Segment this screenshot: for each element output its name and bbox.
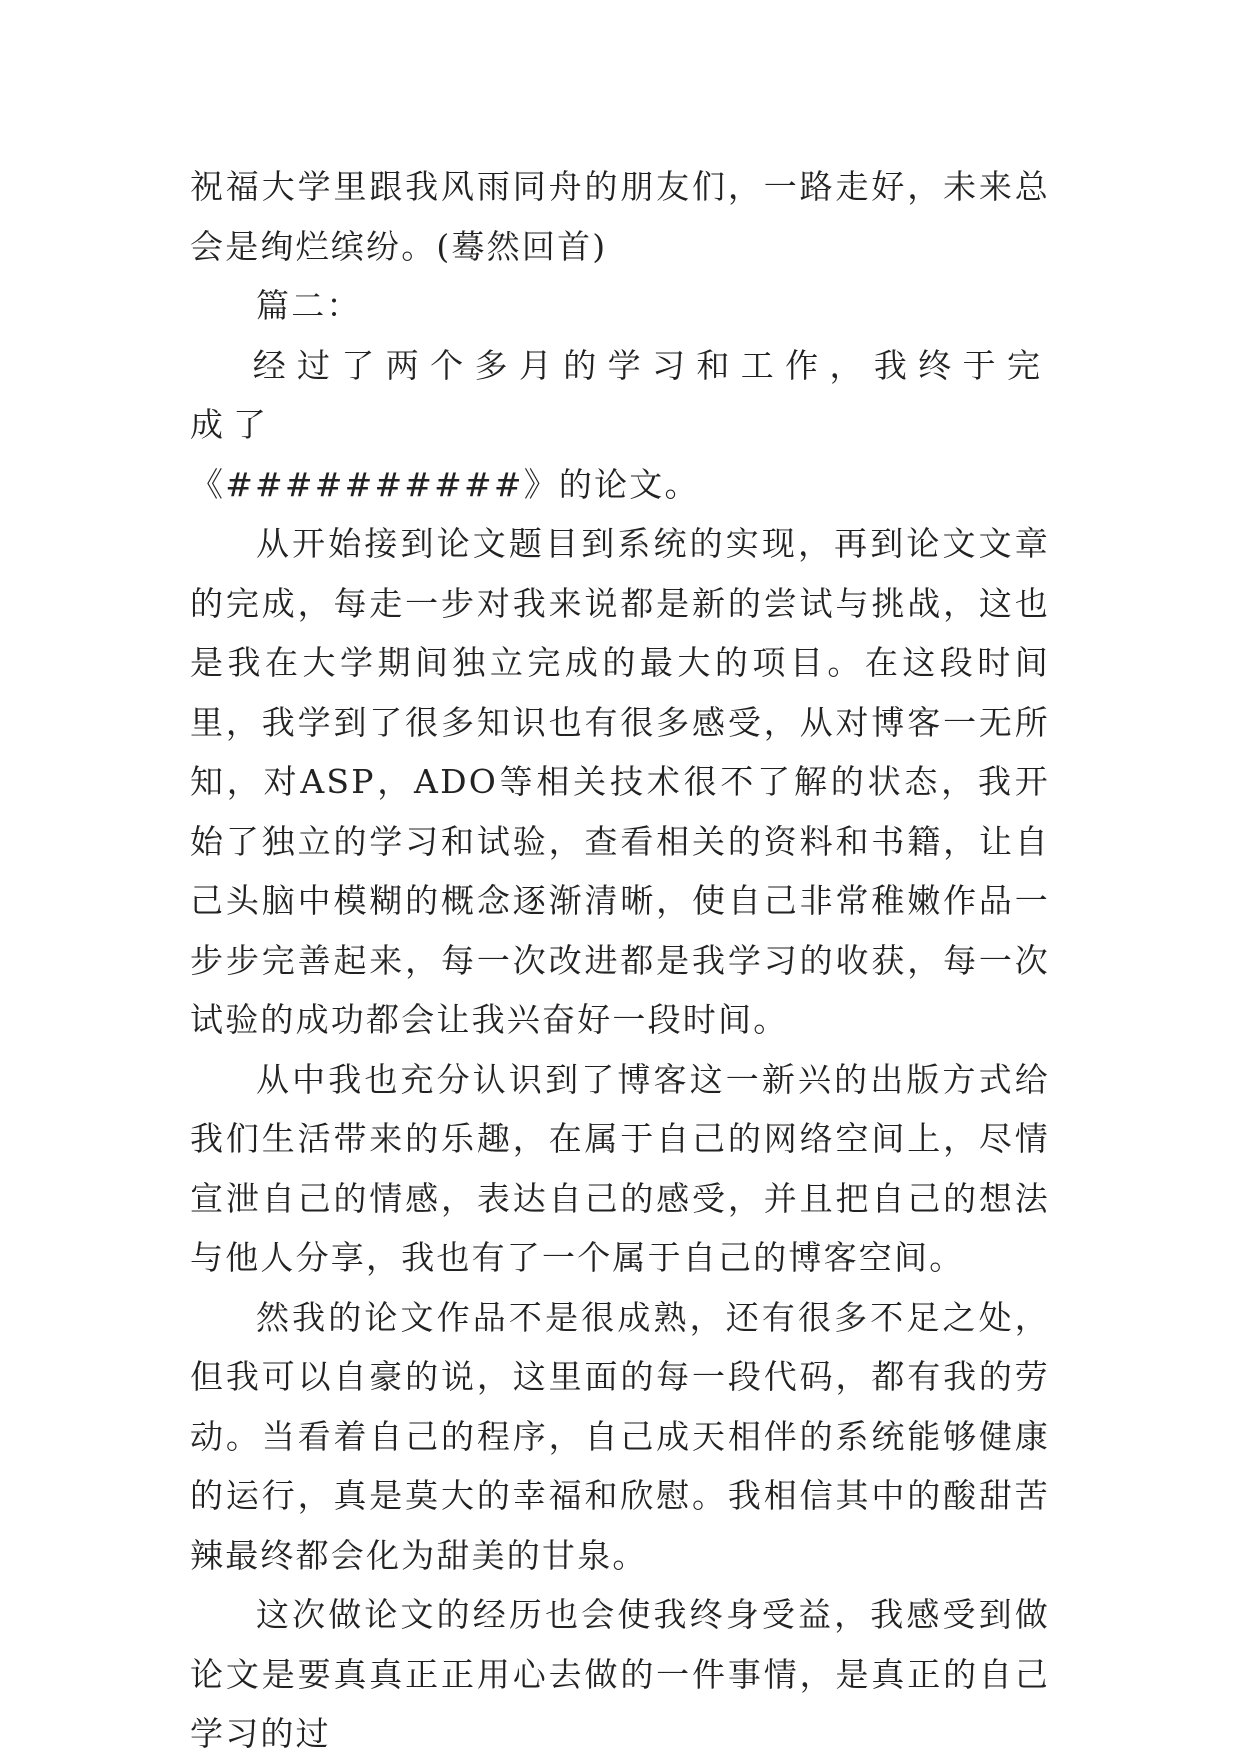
paragraph-project-experience: 从开始接到论文题目到系统的实现，再到论文文章的完成，每走一步对我来说都是新的尝试与挑战，这也是我在大学期间独立完成的最大的项目。在这段时间里，我学到了很多知识也有很多感受，从对博客一无所知，对ASP，ADO等相关技术很不了解的状态，我开始了独立的学习和试验，查看相关的资料和书籍，让自己头脑中模糊的概念逐渐清晰，使自己非常稚嫩作品一步步完善起来，每一次改进都是我学习的收获，每一次试验的成功都会让我兴奋好一段时间。: [190, 524, 1050, 1039]
paragraph-thesis-title: 《##########》的论文。: [190, 464, 700, 504]
paragraph-blog-reflection: 从中我也充分认识到了博客这一新兴的出版方式给我们生活带来的乐趣，在属于自己的网络空间上，尽情宣泄自己的情感，表达自己的感受，并且把自己的想法与他人分享，我也有了一个属于自己的博客空间。: [190, 1059, 1050, 1277]
document-body: [190, 157, 1050, 1764]
paragraph-completion-intro: 经过了两个多月的学习和工作，我终于完成了: [190, 345, 1050, 444]
paragraph-closing-blessing: 祝福大学里跟我风雨同舟的朋友们，一路走好，未来总会是绚烂缤纷。(蓦然回首): [190, 167, 1050, 266]
paragraph-section-heading: 篇二：: [256, 286, 362, 325]
paragraph-lifelong-benefit: 这次做论文的经历也会使我终身受益，我感受到做论文是要真真正正用心去做的一件事情，是真正的自己学习的过: [190, 1595, 1050, 1753]
paragraph-work-pride: 然我的论文作品不是很成熟，还有很多不足之处，但我可以自豪的说，这里面的每一段代码，都有我的劳动。当看着自己的程序，自己成天相伴的系统能够健康的运行，真是莫大的幸福和欣慰。我相信其中的酸甜苦辣最终都会化为甜美的甘泉。: [190, 1297, 1050, 1575]
